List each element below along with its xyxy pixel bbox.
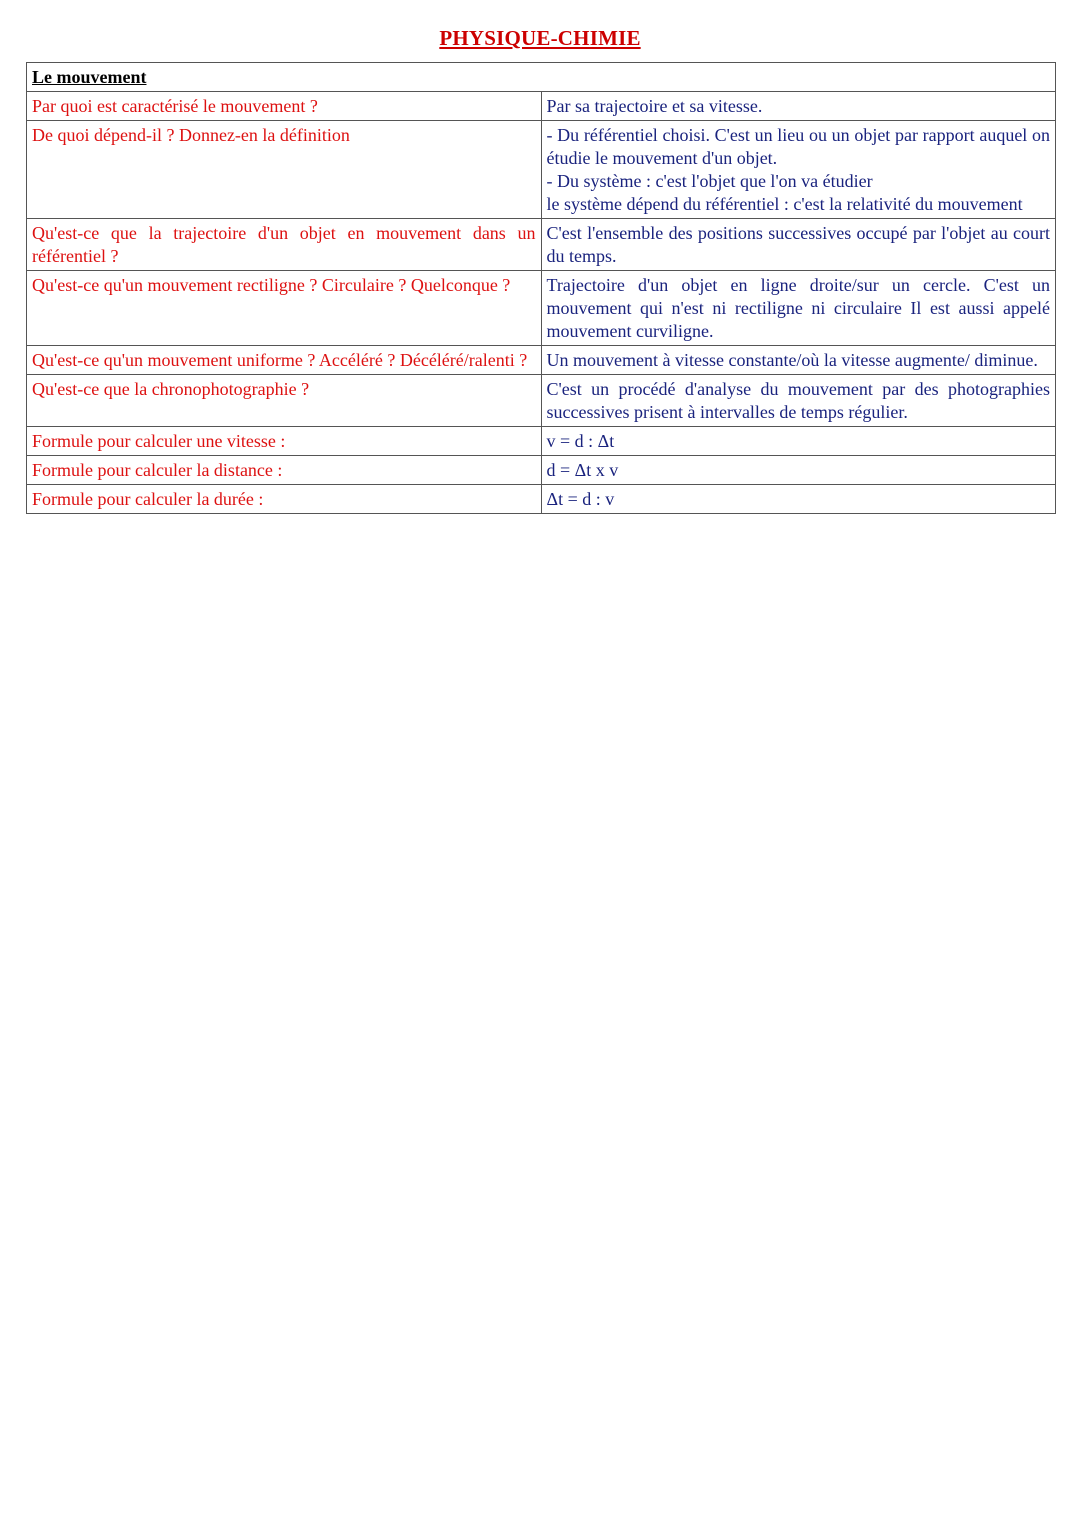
- answer-cell: [541, 121, 1056, 219]
- question-cell: Par quoi est caractérisé le mouvement ?: [27, 92, 542, 121]
- qa-table: [26, 62, 1056, 514]
- answer-cell: [541, 219, 1056, 271]
- answer-line: d = Δt x v: [546, 460, 619, 480]
- answer-line: Trajectoire d'un objet en ligne droite/sur un cercle. C'est un mouvement qui n'est ni rectiligne ni circulaire Il est aussi appelé mouvement curviligne.: [546, 275, 1050, 341]
- question-cell: Qu'est-ce que la chronophotographie ?: [27, 375, 542, 427]
- section-title: Le mouvement: [27, 63, 1056, 92]
- question-cell: Formule pour calculer la distance :: [27, 456, 542, 485]
- answer-cell: [541, 271, 1056, 346]
- table-row: [27, 427, 1056, 456]
- section-header-row: [27, 63, 1056, 92]
- question-cell: Qu'est-ce qu'un mouvement rectiligne ? Circulaire ? Quelconque ?: [27, 271, 542, 346]
- question-cell: Formule pour calculer une vitesse :: [27, 427, 542, 456]
- table-row: [27, 456, 1056, 485]
- question-cell: De quoi dépend-il ? Donnez-en la définition: [27, 121, 542, 219]
- answer-line: Δt = d : v: [546, 489, 615, 509]
- answer-line: - Du système : c'est l'objet que l'on va étudier: [546, 171, 873, 191]
- answer-cell: [541, 456, 1056, 485]
- answer-line: Un mouvement à vitesse constante/où la vitesse augmente/ diminue.: [546, 350, 1038, 370]
- answer-cell: [541, 92, 1056, 121]
- answer-line: C'est un procédé d'analyse du mouvement par des photographies successives prisent à intervalles de temps régulier.: [546, 379, 1050, 422]
- page-title: PHYSIQUE-CHIMIE: [439, 26, 641, 50]
- qa-table-body: [27, 63, 1056, 514]
- table-row: [27, 219, 1056, 271]
- table-row: [27, 375, 1056, 427]
- table-row: [27, 485, 1056, 514]
- question-cell: Qu'est-ce que la trajectoire d'un objet en mouvement dans un référentiel ?: [27, 219, 542, 271]
- table-row: [27, 121, 1056, 219]
- answer-line: v = d : Δt: [546, 431, 615, 451]
- answer-cell: [541, 346, 1056, 375]
- table-row: [27, 346, 1056, 375]
- question-cell: Formule pour calculer la durée :: [27, 485, 542, 514]
- table-row: [27, 271, 1056, 346]
- answer-line: Par sa trajectoire et sa vitesse.: [546, 96, 763, 116]
- question-cell: Qu'est-ce qu'un mouvement uniforme ? Accéléré ? Décéléré/ralenti ?: [27, 346, 542, 375]
- answer-line: C'est l'ensemble des positions successives occupé par l'objet au court du temps.: [546, 223, 1050, 266]
- table-row: [27, 92, 1056, 121]
- answer-cell: [541, 485, 1056, 514]
- answer-cell: [541, 375, 1056, 427]
- answer-line: le système dépend du référentiel : c'est la relativité du mouvement: [546, 194, 1023, 214]
- answer-cell: [541, 427, 1056, 456]
- answer-line: - Du référentiel choisi. C'est un lieu ou un objet par rapport auquel on étudie le mouvement d'un objet.: [546, 125, 1050, 168]
